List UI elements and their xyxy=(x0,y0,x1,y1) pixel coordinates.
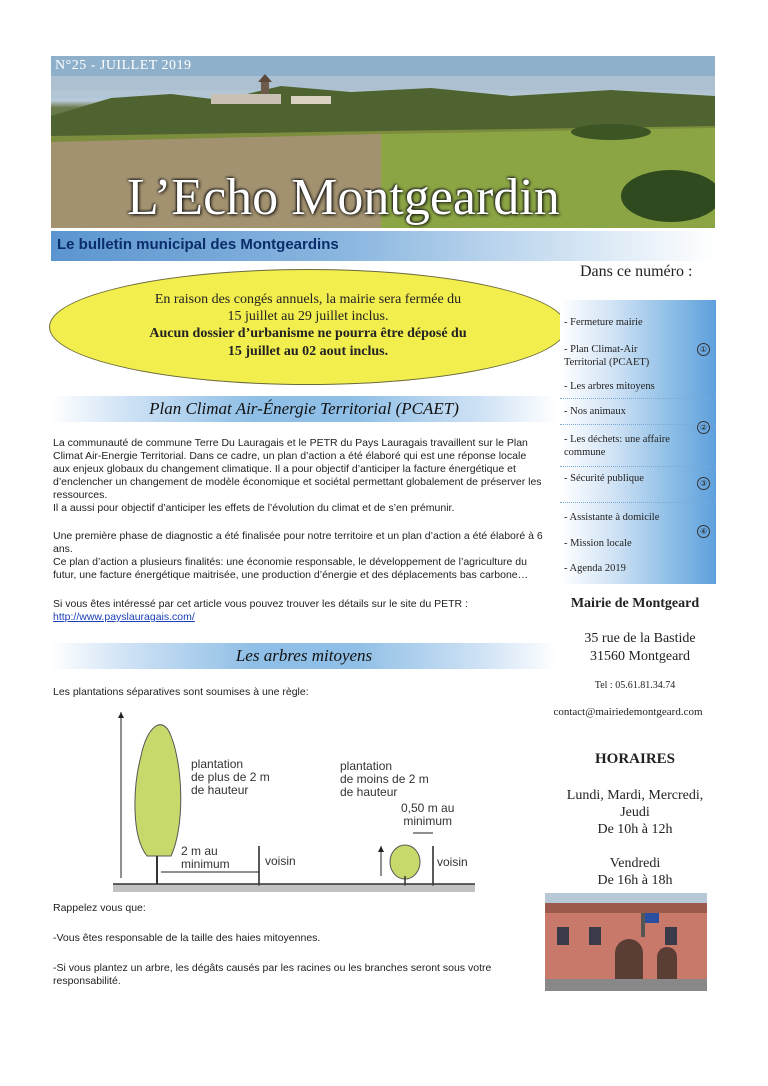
diagram-text: minimum xyxy=(181,857,230,871)
rappel-item-2 xyxy=(53,962,533,988)
mairie-name: Mairie de Montgeard xyxy=(570,596,700,611)
toc-title: Dans ce numéro : xyxy=(580,263,693,280)
section-title: Plan Climat Air-Énergie Territorial (PCAET) xyxy=(149,399,459,418)
text-line: Si vous êtes intéressé par cet article vous pouvez trouver les détails sur le site du PETR : xyxy=(53,598,468,610)
pcaet-paragraph-2 xyxy=(53,530,558,582)
text-line: Une première phase de diagnostic a été finalisée pour notre territoire et un plan d’action a été élaboré à 6 xyxy=(53,530,543,542)
toc-item[interactable]: - Plan Climat-Air Territorial (PCAET) xyxy=(564,344,650,368)
text-line: Ce plan d’action a plusieurs finalités: une économie responsable, le développement de l’agriculture du xyxy=(53,556,527,568)
toc-item[interactable]: - Agenda 2019 xyxy=(564,563,626,574)
mairie-email[interactable]: contact@mairiedemontgeard.com xyxy=(553,706,703,718)
label-big-tree xyxy=(191,758,270,797)
text-line: futur, une facture énergétique maitrisée, une production d’énergie et des déplacements bas carbone… xyxy=(53,569,529,581)
text-line: responsabilité. xyxy=(53,975,121,987)
table-of-contents xyxy=(560,300,716,584)
mairie-phone: Tel : 05.61.81.34.74 xyxy=(594,680,676,691)
pcaet-paragraph-3 xyxy=(53,598,558,624)
tree-distance-diagram xyxy=(113,706,475,896)
issue-number: N°25 - JUILLET 2019 xyxy=(55,58,192,73)
masthead-banner xyxy=(51,56,715,228)
arbres-intro: Les plantations séparatives sont soumises à une règle: xyxy=(53,686,309,698)
label-050m xyxy=(401,802,454,828)
label-voisin-1: voisin xyxy=(265,854,296,868)
toc-divider xyxy=(560,466,716,467)
section-header-arbres xyxy=(51,643,557,669)
text-line: d’enclencher un changement de modèle économique et sociétal permettant globalement de préserver les xyxy=(53,476,542,488)
toc-divider xyxy=(560,502,716,503)
text-line: La communauté de commune Terre Du Lauragais et le PETR du Pays Lauragais travaillent sur le Plan xyxy=(53,437,528,449)
text-line: aux enjeux globaux du changement climatique. Il a pour objectif d’anticiper la facture énergétique et xyxy=(53,463,516,475)
page-number-badge: ② xyxy=(697,421,710,434)
text-line: -Si vous plantez un arbre, les dégâts causés par les racines ou les branches seront sous votre xyxy=(53,962,492,974)
town-hall-image xyxy=(545,893,707,991)
label-voisin-2: voisin xyxy=(437,855,468,869)
rappel-heading: Rappelez vous que: xyxy=(53,902,146,914)
toc-item[interactable]: - Fermeture mairie xyxy=(564,317,643,328)
toc-divider xyxy=(560,424,716,425)
toc-item[interactable]: - Sécurité publique xyxy=(564,473,644,484)
hours-line: Jeudi xyxy=(620,805,650,820)
address-line: 35 rue de la Bastide xyxy=(584,631,696,646)
diagram-text: 2 m au xyxy=(181,844,218,858)
toc-item[interactable]: - Les déchets: une affaire commune xyxy=(564,434,670,458)
hours-line: Lundi, Mardi, Mercredi, xyxy=(566,788,704,803)
text-line: Climat Air-Energie Territorial. Dans ce cadre, un plan d’action a été élaboré qui est une réponse locale xyxy=(53,450,527,462)
notice-line-bold: 15 juillet au 02 aout inclus. xyxy=(227,344,389,359)
mairie-address xyxy=(560,630,720,666)
toc-divider xyxy=(560,398,716,399)
notice-line-bold: Aucun dossier d’urbanisme ne pourra être déposé du xyxy=(149,326,467,341)
diagram-text: de hauteur xyxy=(191,783,249,797)
page-number-badge: ③ xyxy=(697,477,710,490)
hours-line: De 10h à 12h xyxy=(597,822,673,837)
newsletter-subtitle: Le bulletin municipal des Montgeardins xyxy=(57,236,339,253)
newsletter-title: L’Echo Montgeardin xyxy=(127,169,560,226)
hours-line: De 16h à 18h xyxy=(597,873,673,888)
mairie-photo xyxy=(545,893,707,991)
diagram-text: plantation xyxy=(191,757,244,771)
closure-notice xyxy=(49,269,567,385)
section-title: Les arbres mitoyens xyxy=(235,646,373,665)
text-line: ans. xyxy=(53,543,73,555)
hours-line: Vendredi xyxy=(609,856,661,871)
diagram-text: de moins de 2 m xyxy=(340,772,429,786)
diagram-text: de plus de 2 m xyxy=(191,770,270,784)
page-number-badge: ① xyxy=(697,343,710,356)
diagram-text: 0,50 m au xyxy=(401,801,455,815)
notice-line: 15 juillet au 29 juillet inclus. xyxy=(227,309,389,324)
horaires-friday xyxy=(545,855,725,889)
toc-item[interactable]: - Assistante à domicile xyxy=(564,512,660,523)
diagram-text: de hauteur xyxy=(340,785,398,799)
address-line: 31560 Montgeard xyxy=(590,649,690,664)
text-line: Il a aussi pour objectif d’anticiper les effets de l’évolution du climat et de s’en prémunir. xyxy=(53,502,455,514)
label-small-tree xyxy=(340,760,429,799)
section-header-pcaet xyxy=(51,396,557,422)
text-line: ressources. xyxy=(53,489,108,501)
diagram-text: minimum xyxy=(403,814,453,828)
subtitle-bar xyxy=(51,231,715,261)
label-2m xyxy=(181,845,230,871)
toc-item[interactable]: - Les arbres mitoyens xyxy=(564,381,655,392)
notice-line: En raison des congés annuels, la mairie sera fermée du xyxy=(154,292,462,307)
toc-item[interactable]: - Nos animaux xyxy=(564,406,626,417)
rappel-item-1: -Vous êtes responsable de la taille des haies mitoyennes. xyxy=(53,932,321,944)
horaires-weekdays xyxy=(545,787,725,838)
petr-website-link[interactable]: http://www.payslauragais.com/ xyxy=(53,611,195,623)
diagram-text: plantation xyxy=(340,759,393,773)
page-number-badge: ④ xyxy=(697,525,710,538)
pcaet-paragraph-1 xyxy=(53,437,558,515)
horaires-title: HORAIRES xyxy=(594,751,676,767)
toc-item[interactable]: - Mission locale xyxy=(564,538,632,549)
